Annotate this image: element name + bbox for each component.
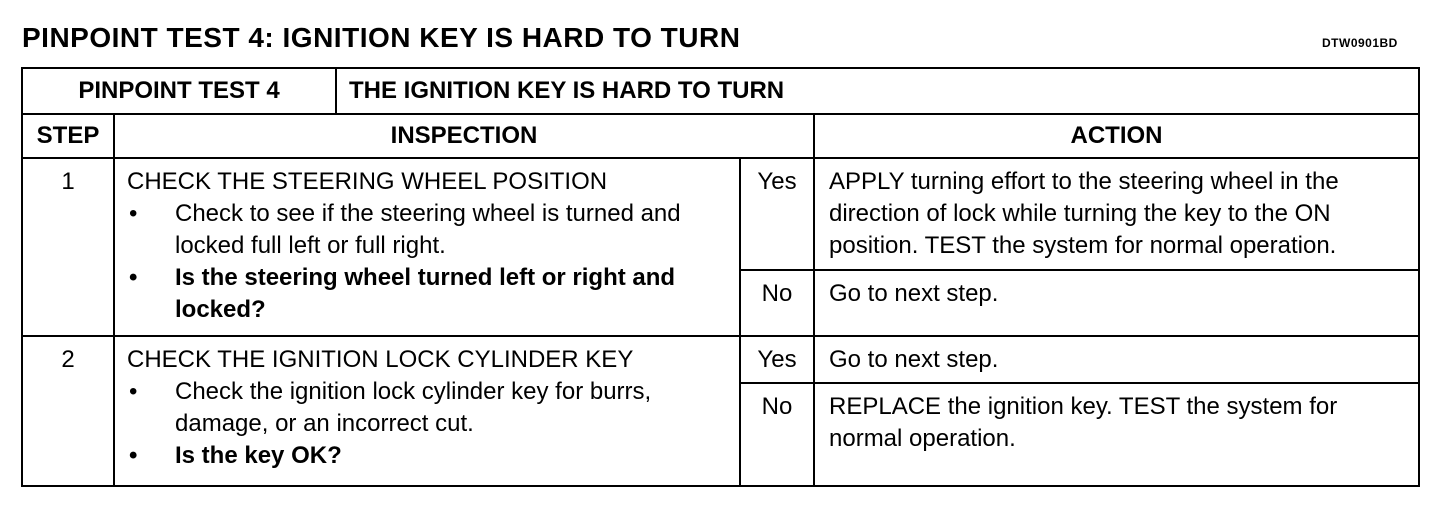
question-text: Is the steering wheel turned left or right and locked? xyxy=(175,264,676,323)
column-header-step: STEP xyxy=(22,114,114,158)
pinpoint-test-table xyxy=(21,67,1420,487)
column-header-action: ACTION xyxy=(814,114,1419,158)
column-header-inspection: INSPECTION xyxy=(114,114,814,158)
inspection-heading: CHECK THE STEERING WHEEL POSITION xyxy=(127,168,608,195)
bullet-icon: • xyxy=(129,200,138,227)
answer-no: No xyxy=(740,270,814,336)
action-no: Go to next step. xyxy=(814,270,1419,336)
bullet-icon: • xyxy=(129,442,138,469)
inspection-checklist xyxy=(127,376,727,472)
action-yes: Go to next step. xyxy=(814,336,1419,383)
question-item xyxy=(127,440,727,472)
test-label: PINPOINT TEST 4 xyxy=(22,68,336,114)
answer-yes: Yes xyxy=(740,158,814,270)
question-text: Is the key OK? xyxy=(175,442,342,469)
bullet-icon: • xyxy=(129,264,138,291)
inspection-cell xyxy=(114,336,740,486)
step-2-yes-row xyxy=(22,336,1419,383)
question-item xyxy=(127,262,727,326)
inspection-cell xyxy=(114,158,740,336)
inspection-checklist xyxy=(127,198,727,326)
bullet-icon: • xyxy=(129,378,138,405)
inspection-heading: CHECK THE IGNITION LOCK CYLINDER KEY xyxy=(127,346,634,373)
column-header-row xyxy=(22,114,1419,158)
document-code: DTW0901BD xyxy=(1322,36,1398,50)
action-no: REPLACE the ignition key. TEST the system for normal operation. xyxy=(814,383,1419,486)
page-title: PINPOINT TEST 4: IGNITION KEY IS HARD TO TURN xyxy=(22,22,741,53)
check-item xyxy=(127,198,727,262)
check-item xyxy=(127,376,727,440)
check-text: Check to see if the steering wheel is turned and locked full left or full right. xyxy=(175,200,681,259)
action-yes: APPLY turning effort to the steering wheel in the direction of lock while turning the key to the ON position. TEST the system for normal operation. xyxy=(814,158,1419,270)
test-header-row xyxy=(22,68,1419,114)
step-1-yes-row xyxy=(22,158,1419,270)
answer-no: No xyxy=(740,383,814,486)
test-title: THE IGNITION KEY IS HARD TO TURN xyxy=(336,68,1419,114)
answer-yes: Yes xyxy=(740,336,814,383)
check-text: Check the ignition lock cylinder key for burrs, damage, or an incorrect cut. xyxy=(175,378,652,437)
step-number: 2 xyxy=(22,336,114,486)
step-number: 1 xyxy=(22,158,114,336)
